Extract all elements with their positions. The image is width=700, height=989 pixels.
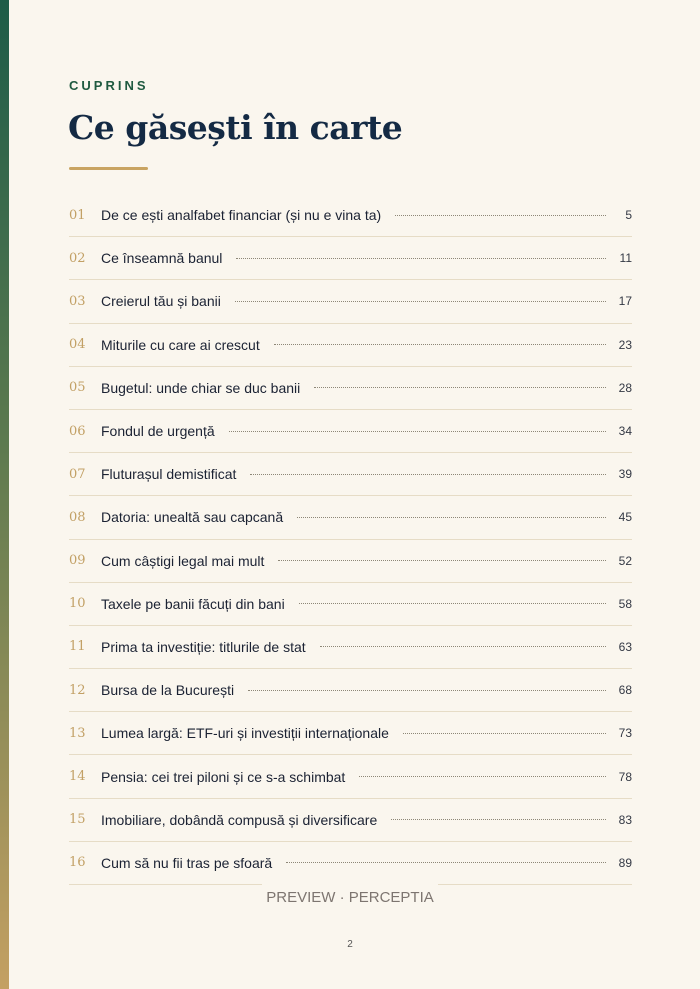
toc-entry-number: 04	[69, 337, 86, 353]
toc-entry-page: 45	[618, 510, 632, 525]
toc-entry[interactable]	[69, 583, 632, 626]
toc-entry-number: 01	[69, 207, 86, 223]
toc-entry-page: 73	[618, 726, 632, 741]
toc-dot-leader	[320, 646, 606, 647]
toc-entry[interactable]	[69, 367, 632, 410]
toc-entry-number: 03	[69, 293, 86, 309]
toc-dot-leader	[274, 344, 606, 345]
toc-entry-title: Pensia: cei trei piloni și ce s-a schimbat	[101, 768, 346, 785]
toc-dot-leader	[391, 819, 606, 820]
toc-entry-number: 13	[69, 725, 86, 741]
toc-entry-number: 06	[69, 423, 86, 439]
toc-entry-title: Fondul de urgență	[101, 423, 215, 440]
toc-entry-number: 02	[69, 250, 86, 266]
toc-entry-number: 10	[69, 596, 86, 612]
toc-entry-title: Lumea largă: ETF-uri și investiții internaționale	[101, 725, 389, 742]
side-accent-bar	[0, 0, 9, 989]
page-title: Ce găsești în carte	[68, 108, 403, 147]
toc-entry[interactable]	[69, 669, 632, 712]
toc-entry-number: 15	[69, 812, 86, 828]
toc-entry-title: Prima ta investiție: titlurile de stat	[101, 638, 306, 655]
toc-entry-page: 78	[618, 769, 632, 784]
toc-entry-page: 23	[618, 337, 632, 352]
toc-dot-leader	[299, 603, 606, 604]
toc-entry[interactable]	[69, 540, 632, 583]
toc-dot-leader	[278, 560, 606, 561]
toc-dot-leader	[403, 733, 606, 734]
toc-entry-number: 11	[69, 639, 86, 655]
toc-entry-title: Ce înseamnă banul	[101, 250, 223, 267]
toc-entry[interactable]	[69, 324, 632, 367]
toc-entry-page: 63	[618, 639, 632, 654]
toc-dot-leader	[314, 387, 606, 388]
toc-entry-page: 52	[618, 553, 632, 568]
toc-entry-page: 28	[618, 380, 632, 395]
toc-entry-title: Fluturașul demistificat	[101, 466, 237, 483]
toc-dot-leader	[235, 301, 606, 302]
toc-entry[interactable]	[69, 626, 632, 669]
toc-entry[interactable]	[69, 799, 632, 842]
toc-entry-title: Datoria: unealtă sau capcană	[101, 509, 284, 526]
title-underline	[69, 167, 148, 170]
toc-entry-page: 39	[618, 467, 632, 482]
toc-entry[interactable]	[69, 280, 632, 323]
toc-dot-leader	[248, 690, 606, 691]
toc-entry-title: Imobiliare, dobândă compusă și diversificare	[101, 811, 378, 828]
toc-entry[interactable]	[69, 237, 632, 280]
toc-entry-number: 12	[69, 682, 86, 698]
toc-entry-number: 07	[69, 466, 86, 482]
toc-entry-page: 11	[619, 251, 632, 266]
toc-entry-title: Taxele pe banii făcuți din bani	[101, 595, 285, 612]
toc-entry-page: 34	[618, 424, 632, 439]
toc-entry[interactable]	[69, 712, 632, 755]
toc-dot-leader	[286, 862, 606, 863]
toc-entry-number: 16	[69, 855, 86, 871]
toc-dot-leader	[250, 474, 606, 475]
toc-dot-leader	[229, 431, 606, 432]
section-eyebrow: CUPRINS	[69, 78, 149, 93]
toc-dot-leader	[359, 776, 606, 777]
page-number: 2	[347, 939, 353, 950]
toc-entry[interactable]	[69, 842, 632, 885]
toc-entry-title: Cum să nu fii tras pe sfoară	[101, 854, 273, 871]
toc-dot-leader	[236, 258, 606, 259]
toc-dot-leader	[297, 517, 606, 518]
toc-entry-title: Creierul tău și banii	[101, 293, 221, 310]
toc-entry-page: 5	[625, 208, 632, 223]
toc-entry[interactable]	[69, 194, 632, 237]
toc-entry-title: Miturile cu care ai crescut	[101, 336, 260, 353]
toc-entry-page: 68	[618, 683, 632, 698]
table-of-contents	[69, 194, 632, 885]
toc-entry-title: De ce ești analfabet financiar (și nu e vina ta)	[101, 207, 382, 224]
preview-watermark: PREVIEW · PERCEPTIA	[262, 884, 438, 912]
toc-entry-number: 14	[69, 769, 86, 785]
toc-entry-page: 89	[618, 855, 632, 870]
toc-entry-title: Bursa de la București	[101, 682, 235, 699]
toc-entry-title: Bugetul: unde chiar se duc banii	[101, 379, 301, 396]
toc-entry[interactable]	[69, 453, 632, 496]
toc-entry-number: 09	[69, 553, 86, 569]
toc-entry-number: 05	[69, 380, 86, 396]
toc-entry-title: Cum câștigi legal mai mult	[101, 552, 265, 569]
toc-entry-page: 83	[618, 812, 632, 827]
toc-entry[interactable]	[69, 755, 632, 798]
toc-dot-leader	[395, 215, 606, 216]
toc-entry-page: 17	[618, 294, 632, 309]
toc-entry-page: 58	[618, 596, 632, 611]
toc-entry[interactable]	[69, 496, 632, 539]
toc-entry-number: 08	[69, 509, 86, 525]
toc-entry[interactable]	[69, 410, 632, 453]
